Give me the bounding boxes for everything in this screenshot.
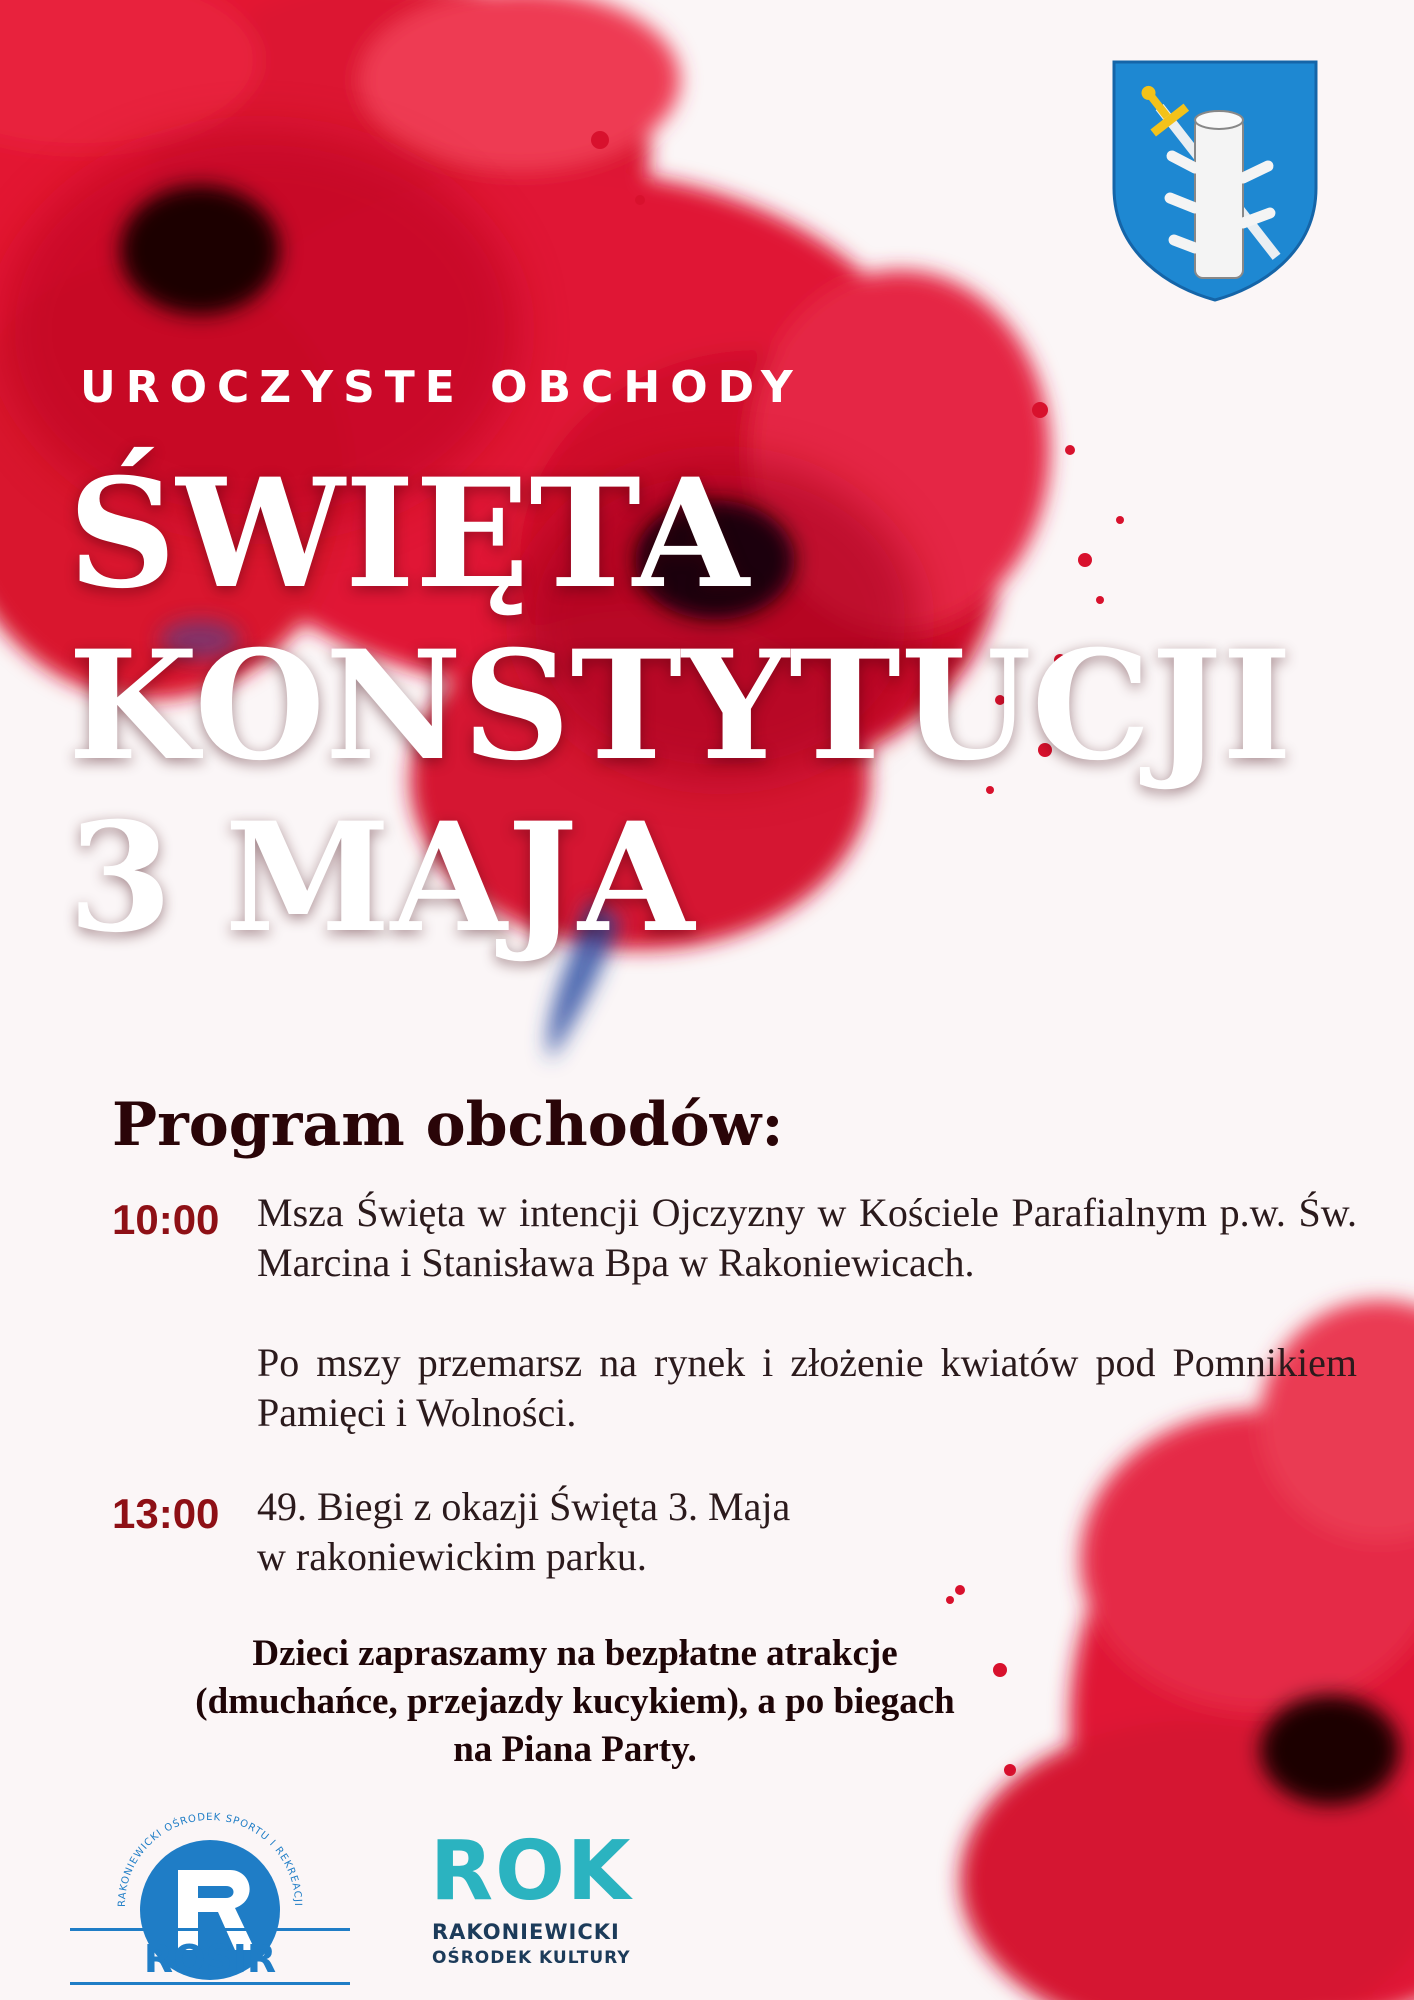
rosir-logo bbox=[70, 1800, 350, 1990]
event-time: 13:00 bbox=[112, 1490, 220, 1537]
invitation-line: na Piana Party. bbox=[453, 1729, 697, 1770]
title-line-2: KONSTYTUCJI bbox=[68, 618, 1293, 794]
event-description bbox=[257, 1188, 1357, 1438]
rosir-name: ROSIR bbox=[143, 1937, 277, 1981]
event-paragraph: Msza Święta w intencji Ojczyzny w Kościele Parafialnym p.w. Św. Marcina i Stanisława Bpa w Rakoniewicach. bbox=[257, 1190, 1357, 1285]
event-line: w rakoniewickim parku. bbox=[257, 1534, 647, 1579]
main-title bbox=[68, 448, 1368, 964]
rok-name: ROK bbox=[430, 1824, 633, 1919]
title-line-3: 3 MAJA bbox=[68, 790, 695, 966]
event-paragraph: Po mszy przemarsz na rynek i złożenie kwiatów pod Pomnikiem Pamięci i Wolności. bbox=[257, 1340, 1357, 1435]
invitation-text bbox=[40, 1630, 1110, 1774]
event-time: 10:00 bbox=[112, 1196, 220, 1243]
title-line-1: ŚWIĘTA bbox=[68, 446, 750, 622]
event-line: 49. Biegi z okazji Święta 3. Maja bbox=[257, 1484, 791, 1529]
rok-line-2: OŚRODEK KULTURY bbox=[432, 1948, 631, 1968]
event-description bbox=[257, 1482, 1357, 1582]
coat-of-arms-icon bbox=[1110, 58, 1320, 303]
invitation-line: Dzieci zapraszamy na bezpłatne atrakcje bbox=[252, 1633, 898, 1674]
rok-line-1: RAKONIEWICKI bbox=[432, 1920, 620, 1944]
rosir-arc-text: RAKONIEWICKI OŚRODEK SPORTU I REKREACJI bbox=[116, 1811, 304, 1908]
rok-logo bbox=[430, 1824, 660, 1980]
invitation-line: (dmuchańce, przejazdy kucykiem), a po biegach bbox=[195, 1681, 955, 1722]
event-subtitle: UROCZYSTE OBCHODY bbox=[80, 362, 803, 413]
program-heading: Program obchodów: bbox=[112, 1090, 784, 1160]
